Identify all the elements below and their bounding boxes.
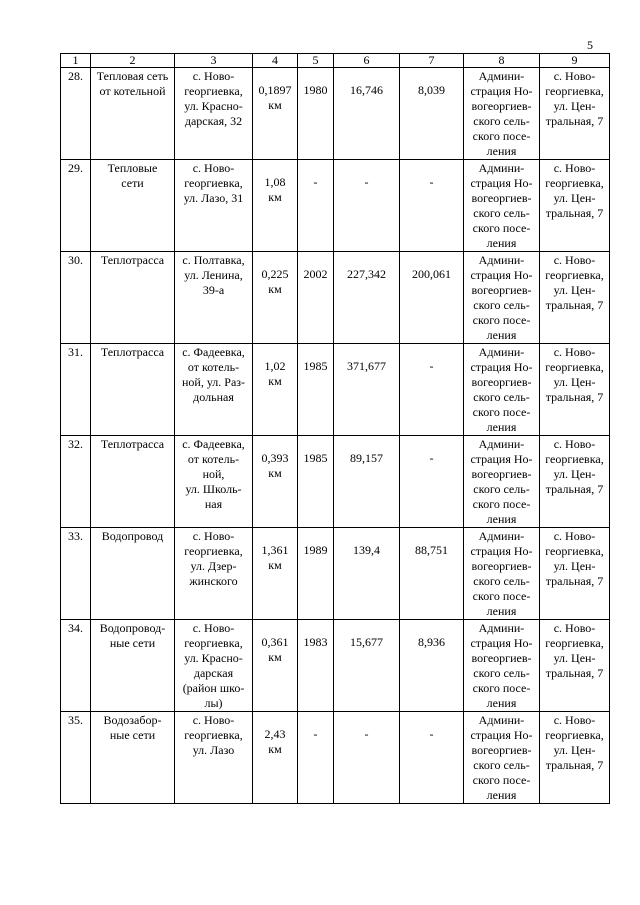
registry-table — [60, 53, 610, 804]
table-row — [61, 436, 610, 528]
commission-year: 1983 — [298, 620, 334, 712]
commission-year: - — [298, 712, 334, 804]
object-name: Теплотрасса — [91, 252, 175, 344]
object-address: с. Ново- георгиевка, ул. Лазо, 31 — [175, 160, 253, 252]
rights-holder-address: с. Ново- георгиевка, ул. Цен- тральная, 7 — [540, 436, 610, 528]
column-header: 6 — [334, 54, 400, 68]
object-name: Теплотрасса — [91, 436, 175, 528]
table-row — [61, 620, 610, 712]
object-length: 1,02 км — [253, 344, 298, 436]
header-row — [61, 54, 610, 68]
object-address: с. Фадеевка, от котель- ной, ул. Школь- ная — [175, 436, 253, 528]
object-length: 1,08 км — [253, 160, 298, 252]
column-7-value: - — [400, 712, 464, 804]
column-header: 5 — [298, 54, 334, 68]
column-7-value: - — [400, 436, 464, 528]
table-row — [61, 68, 610, 160]
rights-holder-address: с. Ново- георгиевка, ул. Цен- тральная, 7 — [540, 528, 610, 620]
object-name: Теплотрасса — [91, 344, 175, 436]
row-number: 32. — [61, 436, 91, 528]
object-length: 2,43 км — [253, 712, 298, 804]
rights-holder-address: с. Ново- георгиевка, ул. Цен- тральная, 7 — [540, 620, 610, 712]
column-7-value: 88,751 — [400, 528, 464, 620]
column-header: 7 — [400, 54, 464, 68]
rights-holder: Админи- страция Но- вогеоргиев- ского сель- ского посе- ления — [464, 68, 540, 160]
row-number: 31. — [61, 344, 91, 436]
table-row — [61, 712, 610, 804]
object-name: Водопровод — [91, 528, 175, 620]
commission-year: 1985 — [298, 344, 334, 436]
rights-holder-address: с. Ново- георгиевка, ул. Цен- тральная, 7 — [540, 160, 610, 252]
rights-holder-address: с. Ново- георгиевка, ул. Цен- тральная, 7 — [540, 68, 610, 160]
rights-holder: Админи- страция Но- вогеоргиев- ского сель- ского посе- ления — [464, 252, 540, 344]
object-address: с. Ново- георгиевка, ул. Красно- дарская (район шко- лы) — [175, 620, 253, 712]
object-address: с. Фадеевка, от котель- ной, ул. Раз- дольная — [175, 344, 253, 436]
rights-holder: Админи- страция Но- вогеоргиев- ского сель- ского посе- ления — [464, 344, 540, 436]
rights-holder-address: с. Ново- георгиевка, ул. Цен- тральная, 7 — [540, 344, 610, 436]
object-length: 0,393 км — [253, 436, 298, 528]
object-length: 0,1897 км — [253, 68, 298, 160]
object-address: с. Ново- георгиевка, ул. Дзер- жинского — [175, 528, 253, 620]
row-number: 33. — [61, 528, 91, 620]
column-header: 2 — [91, 54, 175, 68]
object-length: 1,361 км — [253, 528, 298, 620]
object-address: с. Полтавка, ул. Ленина, 39-а — [175, 252, 253, 344]
object-length: 0,225 км — [253, 252, 298, 344]
rights-holder: Админи- страция Но- вогеоргиев- ского сель- ского посе- ления — [464, 528, 540, 620]
object-address: с. Ново- георгиевка, ул. Красно- дарская, 32 — [175, 68, 253, 160]
object-length: 0,361 км — [253, 620, 298, 712]
column-7-value: 8,039 — [400, 68, 464, 160]
column-6-value: 227,342 — [334, 252, 400, 344]
row-number: 28. — [61, 68, 91, 160]
column-6-value: 15,677 — [334, 620, 400, 712]
column-7-value: - — [400, 160, 464, 252]
column-6-value: - — [334, 712, 400, 804]
table-row — [61, 528, 610, 620]
object-name: Водопровод- ные сети — [91, 620, 175, 712]
column-6-value: 371,677 — [334, 344, 400, 436]
row-number: 34. — [61, 620, 91, 712]
column-header: 3 — [175, 54, 253, 68]
table-row — [61, 344, 610, 436]
commission-year: 1989 — [298, 528, 334, 620]
rights-holder: Админи- страция Но- вогеоргиев- ского сель- ского посе- ления — [464, 712, 540, 804]
column-header: 8 — [464, 54, 540, 68]
commission-year: 1985 — [298, 436, 334, 528]
column-header: 1 — [61, 54, 91, 68]
object-name: Тепловая сеть от котельной — [91, 68, 175, 160]
table-body — [61, 68, 610, 804]
object-address: с. Ново- георгиевка, ул. Лазо — [175, 712, 253, 804]
object-name: Тепловые сети — [91, 160, 175, 252]
row-number: 35. — [61, 712, 91, 804]
column-7-value: 8,936 — [400, 620, 464, 712]
commission-year: 2002 — [298, 252, 334, 344]
rights-holder-address: с. Ново- георгиевка, ул. Цен- тральная, 7 — [540, 712, 610, 804]
column-header: 4 — [253, 54, 298, 68]
table-header — [61, 54, 610, 68]
column-7-value: 200,061 — [400, 252, 464, 344]
row-number: 29. — [61, 160, 91, 252]
rights-holder: Админи- страция Но- вогеоргиев- ского сель- ского посе- ления — [464, 160, 540, 252]
column-6-value: - — [334, 160, 400, 252]
page-number: 5 — [587, 38, 593, 52]
column-header: 9 — [540, 54, 610, 68]
column-6-value: 139,4 — [334, 528, 400, 620]
rights-holder: Админи- страция Но- вогеоргиев- ского сель- ского посе- ления — [464, 436, 540, 528]
row-number: 30. — [61, 252, 91, 344]
commission-year: 1980 — [298, 68, 334, 160]
rights-holder-address: с. Ново- георгиевка, ул. Цен- тральная, 7 — [540, 252, 610, 344]
rights-holder: Админи- страция Но- вогеоргиев- ского сель- ского посе- ления — [464, 620, 540, 712]
table-row — [61, 252, 610, 344]
column-6-value: 16,746 — [334, 68, 400, 160]
table-row — [61, 160, 610, 252]
column-6-value: 89,157 — [334, 436, 400, 528]
commission-year: - — [298, 160, 334, 252]
column-7-value: - — [400, 344, 464, 436]
object-name: Водозабор- ные сети — [91, 712, 175, 804]
